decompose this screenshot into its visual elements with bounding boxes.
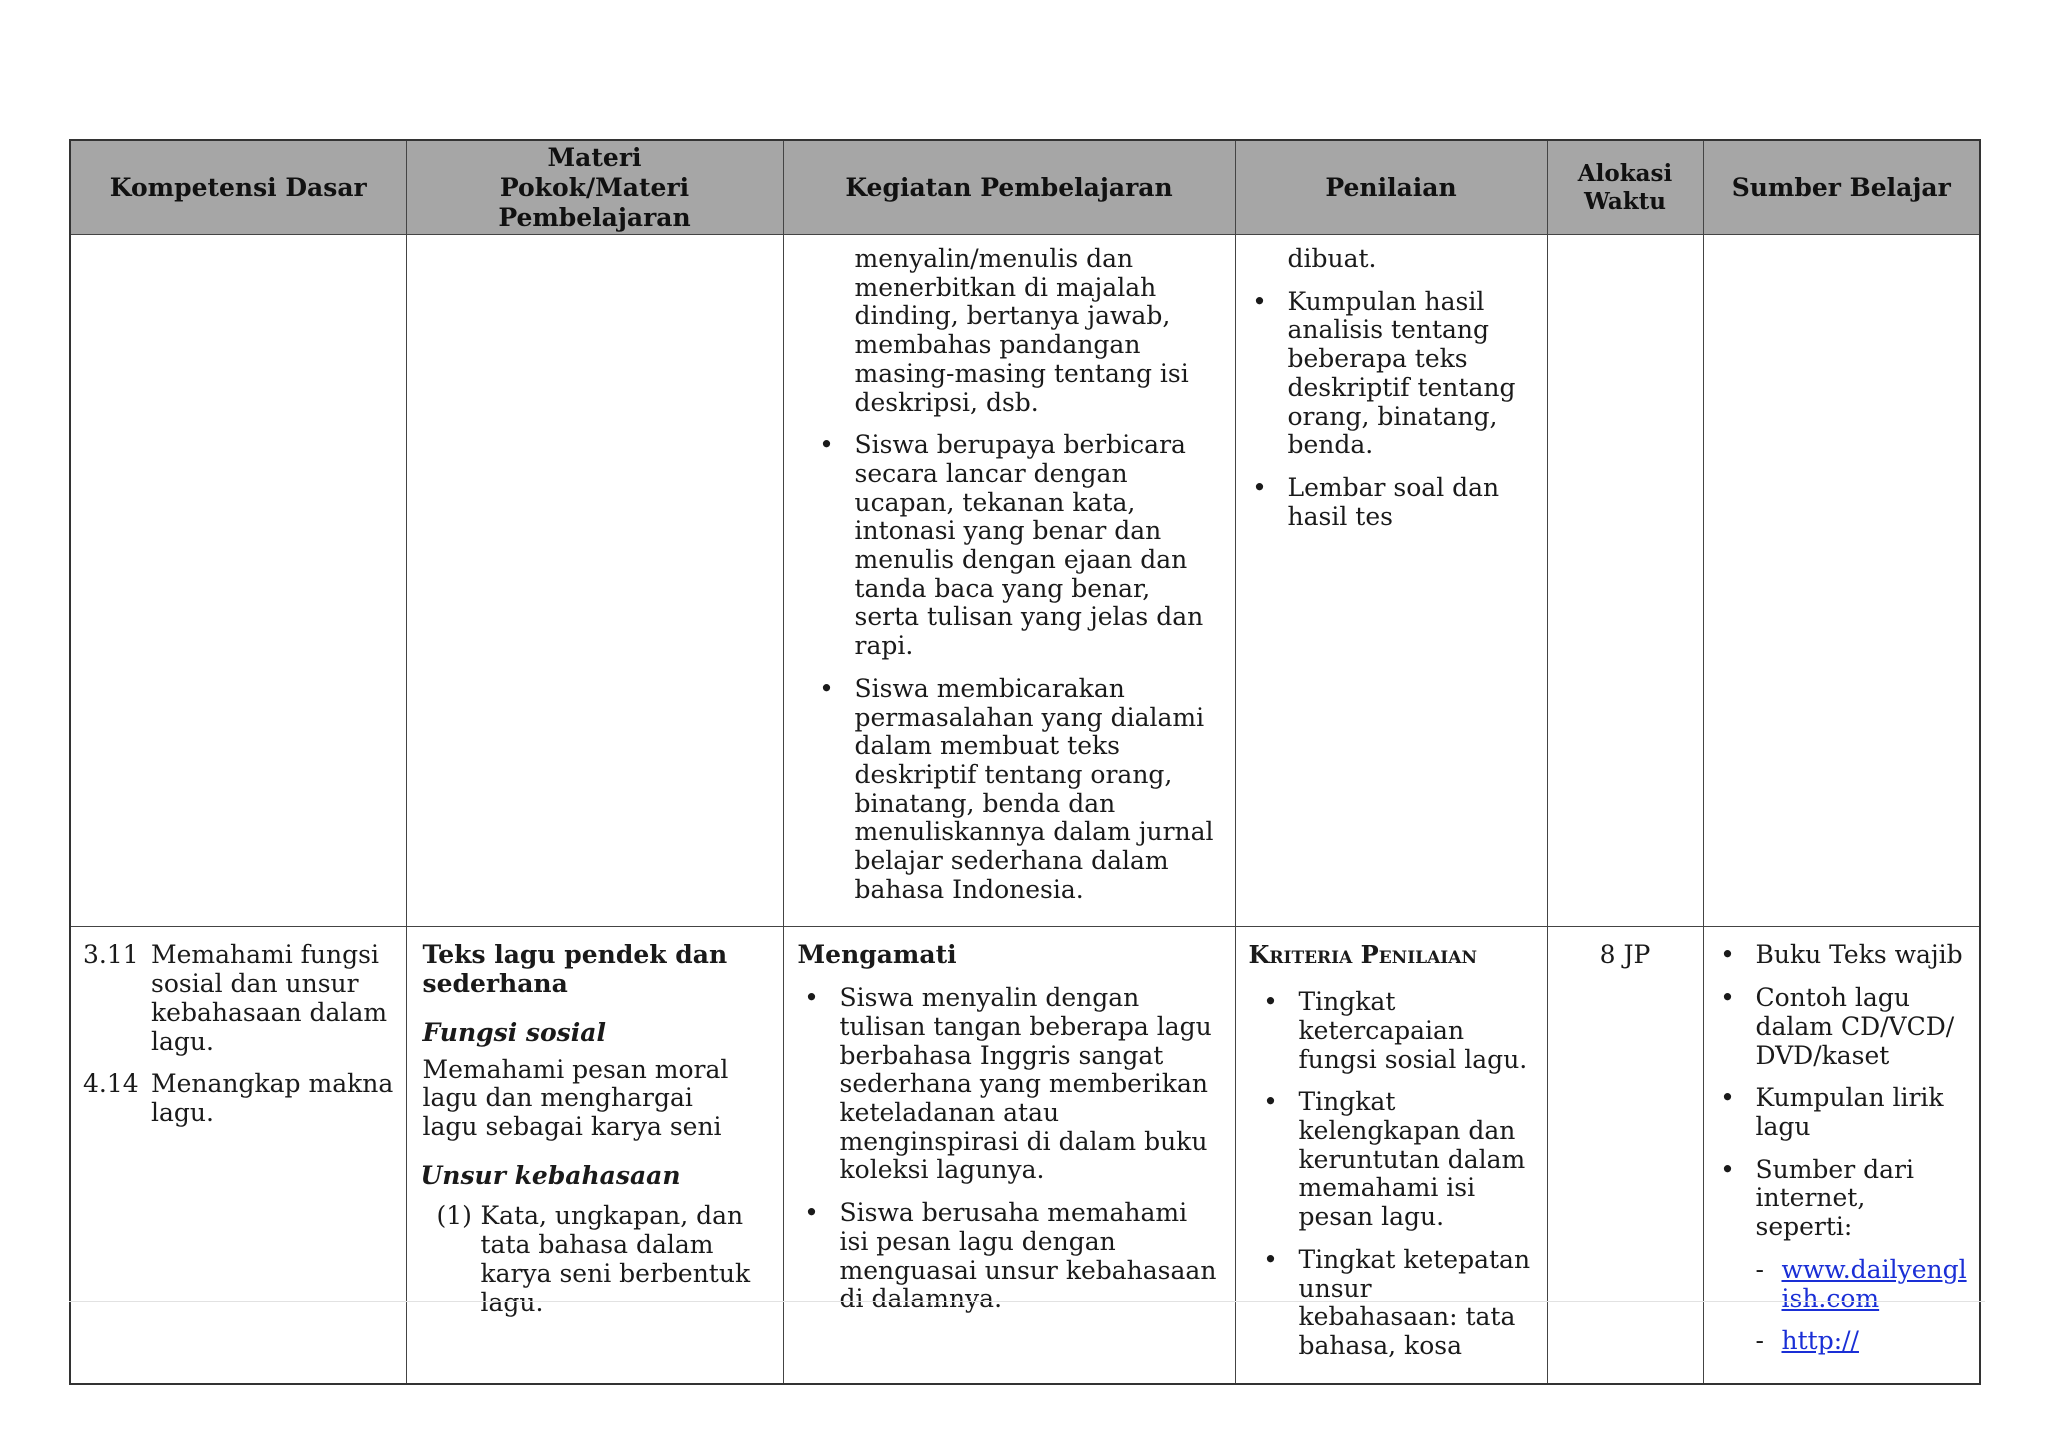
header-kompetensi-dasar: Kompetensi Dasar <box>70 140 406 235</box>
cell-alokasi-waktu <box>1547 927 1703 1384</box>
bullet-icon: • <box>1263 1244 1278 1274</box>
mengamati-heading: Mengamati <box>797 940 957 970</box>
list-item: • Sumber dari internet, seperti: <box>1716 1156 1968 1242</box>
bullet-icon: • <box>1263 987 1278 1017</box>
unsur-kebahasaan-heading: Unsur kebahasaan <box>420 1160 681 1190</box>
list-item: • Kumpulan hasil analisis tentang beberapa teks deskriptif tentang orang, binatang, benda. <box>1248 288 1531 460</box>
cell-penilaian-continued <box>1235 235 1547 927</box>
fungsi-sosial-text: Memahami pesan moral lagu dan menghargai lagu sebagai karya seni <box>422 1054 729 1141</box>
cell-kegiatan-pembelajaran <box>783 927 1235 1384</box>
cell-penilaian <box>1235 927 1547 1384</box>
bullet-icon: • <box>1720 1083 1735 1113</box>
list-item: • Buku Teks wajib <box>1716 941 1968 970</box>
header-alokasi-waktu: Alokasi Waktu <box>1547 140 1703 235</box>
cell-kompetensi-dasar <box>70 927 406 1384</box>
unsur-item-number: (1) <box>436 1201 472 1231</box>
list-item: • Tingkat ketercapaian fungsi sosial lagu. <box>1259 988 1537 1074</box>
cell-sumber-empty <box>1703 235 1980 927</box>
bullet-icon: • <box>1252 472 1267 502</box>
header-sumber-belajar: Sumber Belajar <box>1703 140 1980 235</box>
list-item: • Siswa menyalin dengan tulisan tangan beberapa lagu berbahasa Inggris sangat sederhana yang memberikan keteladanan atau menginspirasi di dalam buku koleksi lagunya. <box>800 984 1219 1185</box>
bullet-icon: • <box>1720 940 1735 970</box>
table-row-lagu <box>70 927 1980 1384</box>
kd-number: 3.11 <box>83 940 139 970</box>
cell-sumber-belajar <box>1703 927 1980 1384</box>
unsur-item <box>423 1202 753 1317</box>
bullet-icon: • <box>1720 983 1735 1013</box>
kriteria-penilaian-heading: Kriteria Penilaian <box>1248 940 1477 970</box>
alokasi-value: 8 JP <box>1599 940 1651 970</box>
kd-item <box>83 1070 396 1127</box>
list-item: • Contoh lagu dalam CD/VCD/ DVD/kaset <box>1716 984 1968 1070</box>
header-materi-pokok: Materi Pokok/Materi Pembelajaran <box>406 140 783 235</box>
list-item: • Siswa membicarakan permasalahan yang dialami dalam membuat teks deskriptif tentang orang, binatang, benda dan menuliskannya dalam jurnal belajar sederhana dalam bahasa Indonesia. <box>815 675 1219 905</box>
list-item: • Tingkat ketepatan unsur kebahasaan: tata bahasa, kosa <box>1259 1246 1537 1361</box>
link-item: - http:// <box>1755 1326 1859 1356</box>
fungsi-sosial-heading: Fungsi sosial <box>422 1017 606 1047</box>
list-item: • Siswa berupaya berbicara secara lancar dengan ucapan, tekanan kata, intonasi yang benar dan menulis dengan ejaan dan tanda baca yang benar, serta tulisan yang jelas dan rapi. <box>815 431 1219 661</box>
materi-title: Teks lagu pendek dan sederhana <box>422 940 728 999</box>
dailyenglish-link[interactable]: www.dailyenglish.com <box>1781 1254 1967 1313</box>
cell-alokasi-empty <box>1547 235 1703 927</box>
http-link[interactable]: http:// <box>1781 1326 1859 1356</box>
header-kegiatan-pembelajaran: Kegiatan Pembelajaran <box>783 140 1235 235</box>
list-item: • Siswa berusaha memahami isi pesan lagu dengan menguasai unsur kebahasaan di dalamnya. <box>800 1199 1219 1314</box>
bullet-icon: • <box>804 1198 819 1228</box>
kegiatan-continued-text: menyalin/menulis dan menerbitkan di majalah dinding, bertanya jawab, membahas pandangan masing-masing tentang isi deskripsi, dsb. <box>854 244 1189 417</box>
kd-number: 4.14 <box>83 1069 139 1099</box>
kd-text: Menangkap makna lagu. <box>151 1069 394 1127</box>
bullet-icon: • <box>819 430 834 460</box>
link-item: - www.dailyenglish.com <box>1755 1254 1967 1313</box>
list-item: • Kumpulan lirik lagu <box>1716 1084 1968 1141</box>
cell-kd-empty <box>70 235 406 927</box>
footer-divider <box>69 1301 1985 1302</box>
bullet-icon: • <box>1252 286 1267 316</box>
bullet-icon: • <box>1263 1087 1278 1117</box>
kd-text: Memahami fungsi sosial dan unsur kebahasaan dalam lagu. <box>151 940 388 1056</box>
penilaian-continued-text: dibuat. <box>1287 244 1377 273</box>
table-row-continuation <box>70 235 1980 927</box>
list-item: • Lembar soal dan hasil tes <box>1248 474 1531 531</box>
header-penilaian: Penilaian <box>1235 140 1547 235</box>
header-row <box>70 140 1980 235</box>
cell-materi-pokok <box>406 927 783 1384</box>
cell-kegiatan-continued <box>783 235 1235 927</box>
bullet-icon: • <box>804 983 819 1013</box>
bullet-icon: • <box>1720 1154 1735 1184</box>
kd-item <box>83 941 396 1056</box>
unsur-item-text: Kata, ungkapan, dan tata bahasa dalam karya seni berbentuk lagu. <box>480 1201 751 1317</box>
syllabus-table <box>69 139 1981 1385</box>
list-item: • Tingkat kelengkapan dan keruntutan dalam memahami isi pesan lagu. <box>1259 1088 1537 1232</box>
cell-materi-empty <box>406 235 783 927</box>
bullet-icon: • <box>819 673 834 703</box>
